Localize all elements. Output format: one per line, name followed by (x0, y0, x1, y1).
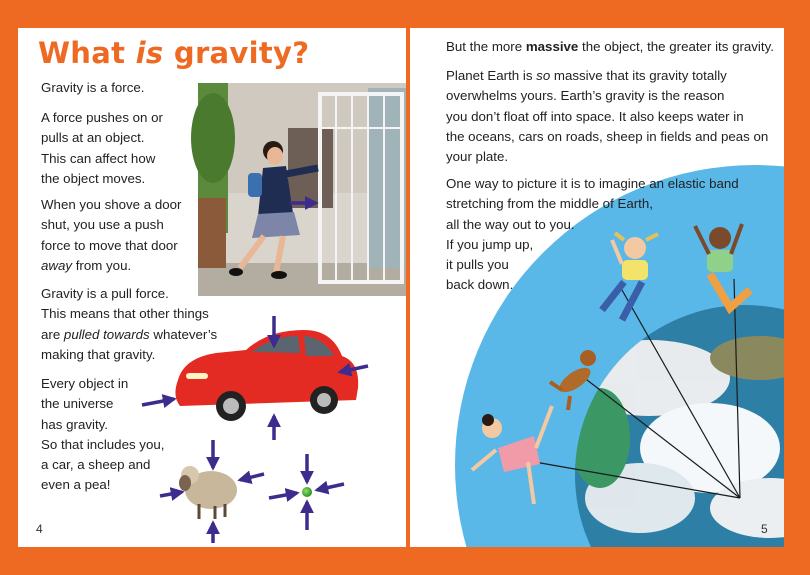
massive-paragraph: But the more massive the object, the greater its gravity. (446, 39, 774, 54)
page-title: What is gravity? (38, 36, 310, 70)
page-number-left: 4 (36, 522, 43, 536)
force-paragraph: A force pushes on or pulls at an object. This can affect how the object moves. (41, 110, 163, 186)
pea-illustration (269, 454, 344, 530)
earth-paragraph: Planet Earth is so massive that its gravity totally overwhelms yours. Earth’s gravity is the reason you don’t float off into space. It also keeps water in the oceans, cars on roads, sheep in fields and peas on your plate. (446, 68, 769, 165)
left-illustrations (18, 28, 406, 547)
girl-pushing-door-photo (191, 83, 406, 296)
page-number-right: 5 (761, 522, 768, 536)
car-illustration (142, 316, 368, 440)
sheep-illustration (160, 440, 264, 543)
push-paragraph: When you shove a door shut, you use a push force to move that door away from you. (41, 197, 182, 273)
left-page (18, 28, 406, 547)
every-object-paragraph: Every object in the universe has gravity. So that includes you, a car, a sheep and even a pea! (41, 376, 165, 493)
right-page (410, 28, 784, 547)
elastic-band-paragraph: One way to picture it is to imagine an elastic band stretching from the middle of Earth, all the way out to you. If you jump up, it pulls you back down. (446, 176, 739, 293)
intro-paragraph: Gravity is a force. (41, 80, 145, 95)
pull-paragraph: Gravity is a pull force. This means that other things are pulled towards whatever’s making that gravity. (41, 286, 218, 362)
